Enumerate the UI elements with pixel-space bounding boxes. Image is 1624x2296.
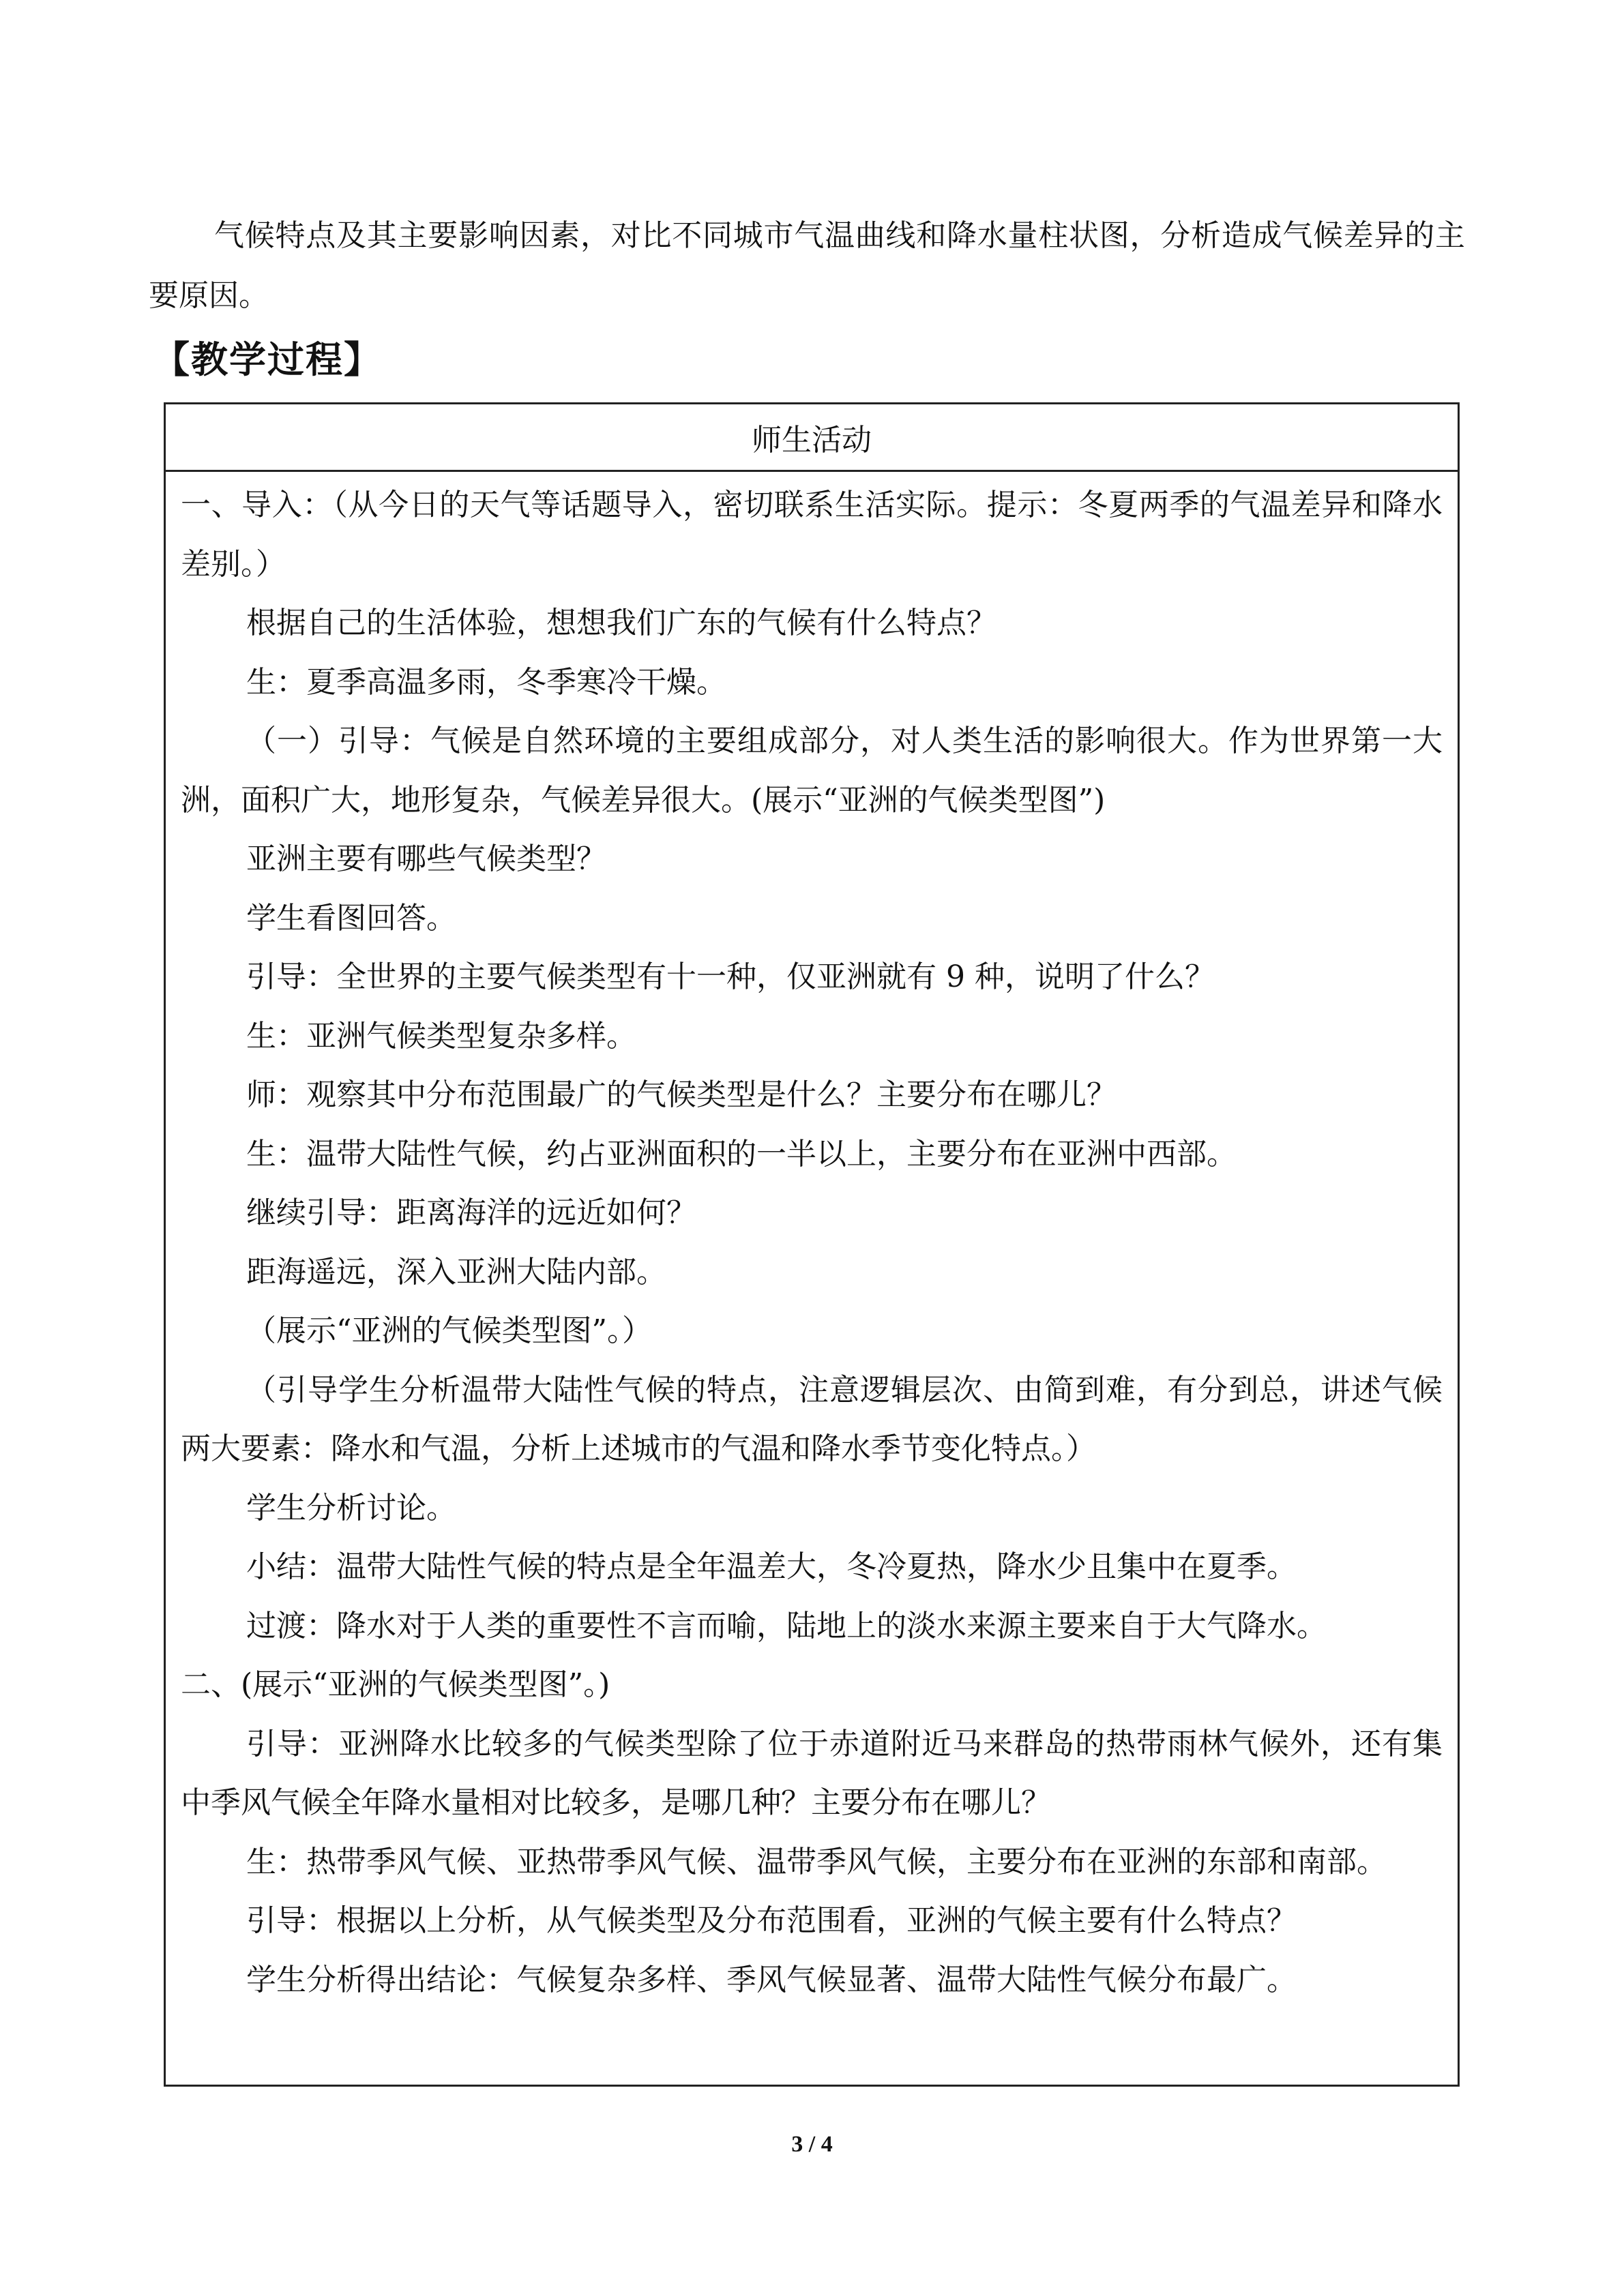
paragraph: 生：亚洲气候类型复杂多样。 [246,1018,636,1054]
paragraph: 学生分析得出结论：气候复杂多样、季风气候显著、温带大陆性气候分布最广。 [246,1962,1297,1997]
paragraph: 生：温带大陆性气候，约占亚洲面积的一半以上，主要分布在亚洲中西部。 [246,1136,1237,1172]
paragraph: 根据自己的生活体验，想想我们广东的气候有什么特点？ [246,606,996,640]
paragraph: 学生看图回答。 [246,900,456,936]
paragraph: 学生分析讨论。 [246,1490,456,1525]
paragraph-section-two-lead: 二、(展示“亚洲的气候类型图”。) [181,1667,610,1702]
paragraph: 小结：温带大陆性气候的特点是全年温差大，冬冷夏热，降水少且集中在夏季。 [246,1549,1297,1584]
paragraph: 引导：根据以上分析，从气候类型及分布范围看，亚洲的气候主要有什么特点？ [246,1903,1297,1938]
paragraph: 亚洲主要有哪些气候类型？ [246,841,606,876]
paragraph: 继续引导：距离海洋的远近如何？ [246,1195,696,1230]
paragraph: 过渡：降水对于人类的重要性不言而喻，陆地上的淡水来源主要来自于大气降水。 [246,1608,1327,1643]
teaching-process-table [164,402,1460,2087]
section-heading: 【教学过程】 [153,338,382,381]
paragraph: （一）引导：气候是自然环境的主要组成部分，对人类生活的影响很大。作为世界第一大洲，面积广大，地形复杂，气候差异很大。(展示“亚洲的气候类型图”) [181,724,1443,818]
paragraph: 生：热带季风气候、亚热带季风气候、温带季风气候，主要分布在亚洲的东部和南部。 [246,1844,1387,1879]
paragraph-intro-lead: 一、导入：（从今日的天气等话题导入，密切联系生活实际。提示：冬夏两季的气温差异和降水差别。） [181,488,1443,582]
paragraph: 引导：全世界的主要气候类型有十一种，仅亚洲就有 9 种，说明了什么？ [246,959,1215,994]
intro-paragraph: 气候特点及其主要影响因素，对比不同城市气温曲线和降水量柱状图，分析造成气候差异的主要原因。 [149,218,1465,313]
paragraph: 引导：亚洲降水比较多的气候类型除了位于赤道附近马来群岛的热带雨林气候外，还有集中季风气候全年降水量相对比较多，是哪几种？主要分布在哪儿？ [181,1726,1443,1820]
paragraph: （引导学生分析温带大陆性气候的特点，注意逻辑层次、由简到难，有分到总，讲述气候两大要素：降水和气温，分析上述城市的气温和降水季节变化特点。） [181,1372,1443,1466]
table-header: 师生活动 [166,404,1458,472]
paragraph: （展示“亚洲的气候类型图”。） [246,1313,652,1348]
paragraph: 距海遥远，深入亚洲大陆内部。 [246,1254,666,1289]
page-number: 3 / 4 [791,2132,833,2157]
table-body [166,472,1458,2010]
paragraph: 生：夏季高温多雨，冬季寒冷干燥。 [246,664,726,700]
paragraph: 师：观察其中分布范围最广的气候类型是什么？主要分布在哪儿？ [246,1077,1117,1112]
